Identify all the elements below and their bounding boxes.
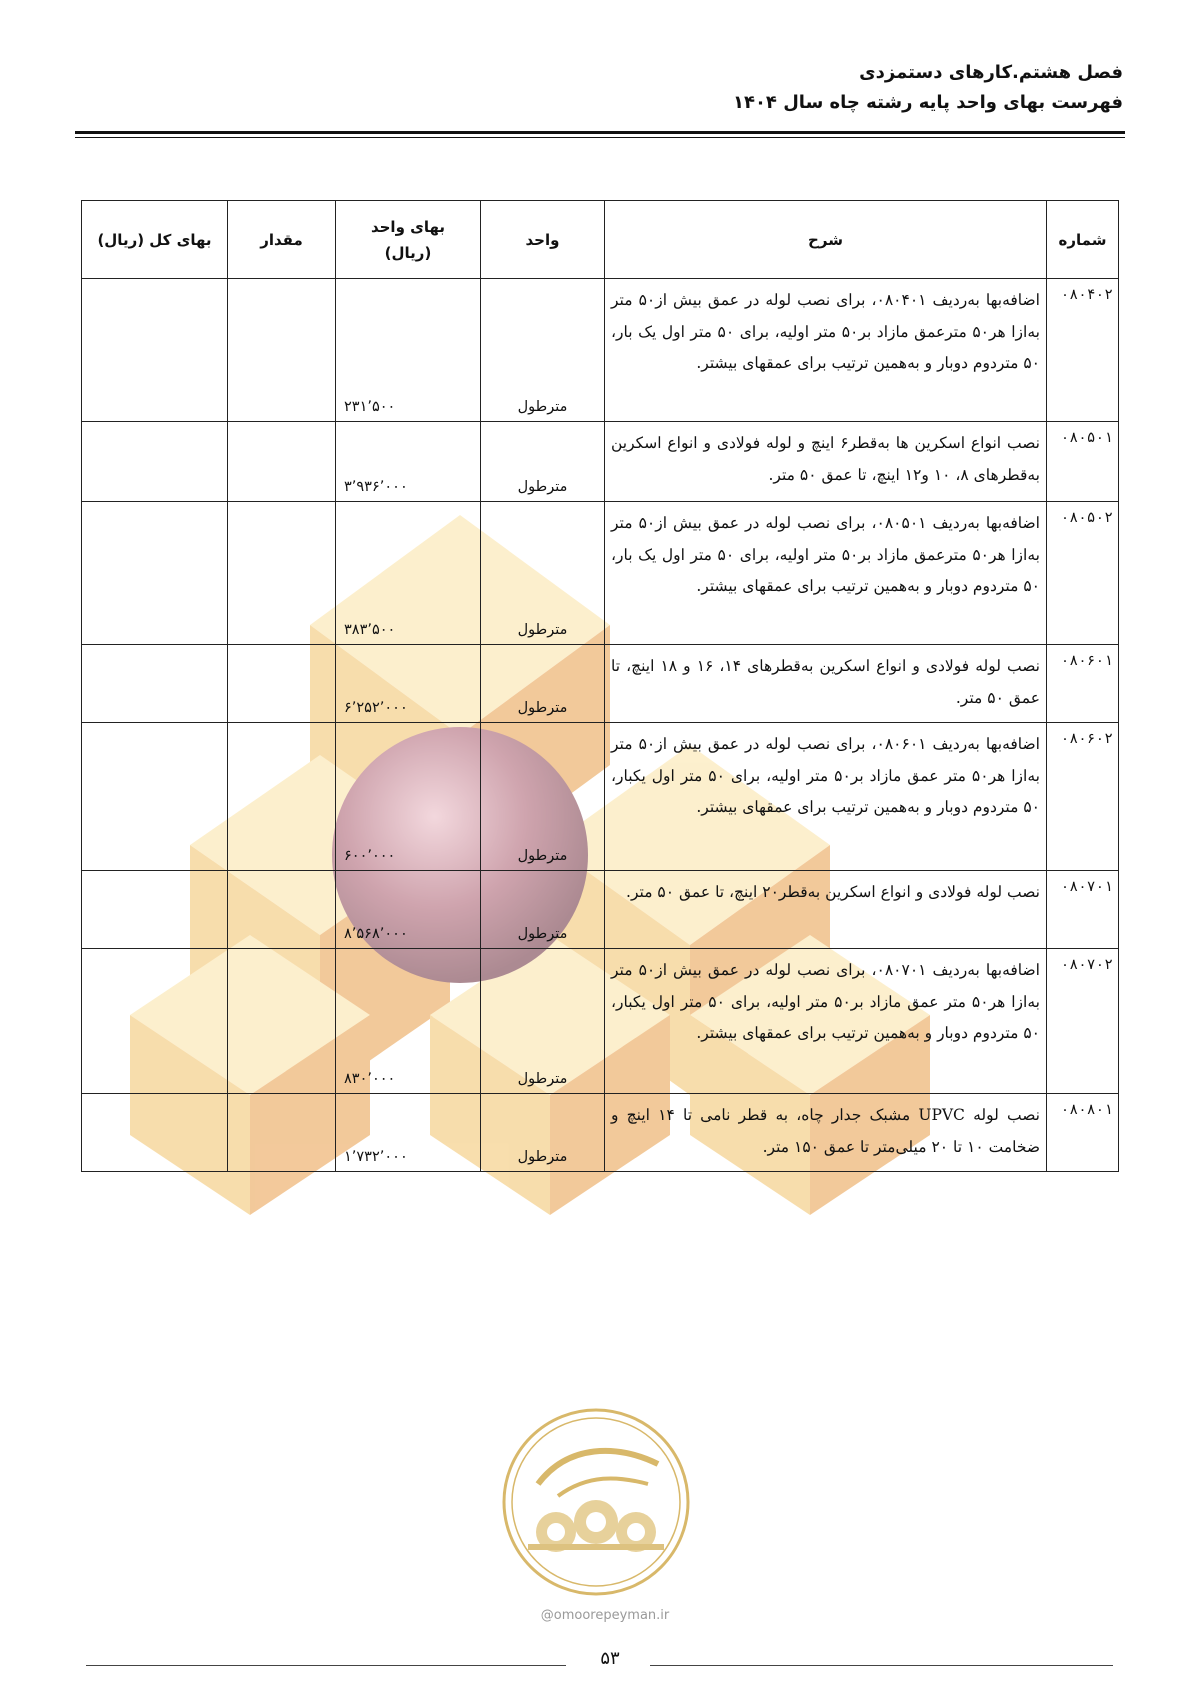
row-unit: مترطول [481, 279, 605, 422]
row-total [82, 871, 228, 949]
row-unit-price: ۶۰۰٬۰۰۰ [336, 723, 481, 871]
row-quantity [228, 645, 336, 723]
row-unit-price: ۲۳۱٬۵۰۰ [336, 279, 481, 422]
column-header-total-price: بهای کل (ریال) [82, 201, 228, 279]
row-quantity [228, 723, 336, 871]
row-description: نصب لوله UPVC مشبک جدار چاه، به قطر نامی تا ۱۴ اینچ و ضخامت ۱۰ تا ۲۰ میلی‌متر تا عمق ۱۵۰ متر. [605, 1094, 1047, 1172]
column-header-description: شرح [605, 201, 1047, 279]
table-row [82, 422, 1119, 502]
row-total [82, 422, 228, 502]
row-quantity [228, 422, 336, 502]
row-unit-price: ۳۸۳٬۵۰۰ [336, 502, 481, 645]
row-quantity [228, 871, 336, 949]
unit-price-label: بهای واحد [370, 217, 446, 236]
row-unit: مترطول [481, 422, 605, 502]
table-row [82, 279, 1119, 422]
header-rule-thin [75, 137, 1125, 138]
row-total [82, 723, 228, 871]
table-row [82, 502, 1119, 645]
table-header-row [82, 201, 1119, 279]
row-code: ۰۸۰۷۰۲ [1047, 949, 1119, 1094]
row-code: ۰۸۰۶۰۲ [1047, 723, 1119, 871]
row-unit-price: ۱٬۷۳۲٬۰۰۰ [336, 1094, 481, 1172]
row-description: نصب لوله فولادی و انواع اسکرین به‌قطر۲۰ اینچ، تا عمق ۵۰ متر. [605, 871, 1047, 949]
table-row [82, 645, 1119, 723]
row-description: اضافه‌بها به‌ردیف ۰۸۰۴۰۱، برای نصب لوله در عمق بیش از۵۰ متر به‌ازا هر۵۰ مترعمق مازاد بر۵۰ متر اولیه، برای ۵۰ متر اول یک بار، ۵۰ متردوم دوبار و به‌همین ترتیب برای عمقهای بیشتر. [605, 279, 1047, 422]
website-watermark: @omoorepeyman.ir [540, 1608, 670, 1623]
row-code: ۰۸۰۵۰۲ [1047, 502, 1119, 645]
row-unit: مترطول [481, 502, 605, 645]
row-unit-price: ۶٬۲۵۲٬۰۰۰ [336, 645, 481, 723]
row-unit-price: ۳٬۹۳۶٬۰۰۰ [336, 422, 481, 502]
header-rule-thick [75, 131, 1125, 134]
row-code: ۰۸۰۵۰۱ [1047, 422, 1119, 502]
table-row [82, 871, 1119, 949]
row-description: نصب انواع اسکرین ها به‌قطر۶ اینچ و لوله فولادی و انواع اسکرین به‌قطرهای ۸، ۱۰ و۱۲ اینچ، تا عمق ۵۰ متر. [605, 422, 1047, 502]
row-total [82, 279, 228, 422]
footer-rule-left [86, 1665, 566, 1666]
row-description: اضافه‌بها به‌ردیف ۰۸۰۷۰۱، برای نصب لوله در عمق بیش از۵۰ متر به‌ازا هر۵۰ متر عمق مازاد بر۵۰ متر اولیه، برای ۵۰ متر اول یکبار، ۵۰ متردوم دوبار و به‌همین ترتیب برای عمقهای بیشتر. [605, 949, 1047, 1094]
row-unit: مترطول [481, 949, 605, 1094]
row-code: ۰۸۰۸۰۱ [1047, 1094, 1119, 1172]
footer-rule-right [650, 1665, 1113, 1666]
page-header [733, 58, 1123, 118]
row-quantity [228, 949, 336, 1094]
row-total [82, 502, 228, 645]
row-unit: مترطول [481, 723, 605, 871]
row-code: ۰۸۰۶۰۱ [1047, 645, 1119, 723]
column-header-unit-price [336, 201, 481, 279]
row-description: اضافه‌بها به‌ردیف ۰۸۰۶۰۱، برای نصب لوله در عمق بیش از۵۰ متر به‌ازا هر۵۰ متر عمق مازاد بر۵۰ متر اولیه، برای ۵۰ متر اول یکبار، ۵۰ متردوم دوبار و به‌همین ترتیب برای عمقهای بیشتر. [605, 723, 1047, 871]
table-row [82, 1094, 1119, 1172]
row-total [82, 645, 228, 723]
row-code: ۰۸۰۷۰۱ [1047, 871, 1119, 949]
row-unit: مترطول [481, 645, 605, 723]
row-code: ۰۸۰۴۰۲ [1047, 279, 1119, 422]
row-total [82, 1094, 228, 1172]
row-quantity [228, 502, 336, 645]
row-description: اضافه‌بها به‌ردیف ۰۸۰۵۰۱، برای نصب لوله در عمق بیش از۵۰ متر به‌ازا هر۵۰ مترعمق مازاد بر۵۰ متر اولیه، برای ۵۰ متر اول یک بار، ۵۰ متردوم دوبار و به‌همین ترتیب برای عمقهای بیشتر. [605, 502, 1047, 645]
table-row [82, 723, 1119, 871]
row-unit-price: ۸۳۰٬۰۰۰ [336, 949, 481, 1094]
table-row [82, 949, 1119, 1094]
row-quantity [228, 279, 336, 422]
price-list-table [81, 200, 1119, 1172]
row-unit: مترطول [481, 871, 605, 949]
column-header-code: شماره [1047, 201, 1119, 279]
unit-price-currency: (ریال) [384, 243, 432, 262]
chapter-title: فصل هشتم.کارهای دستمزدی [859, 62, 1123, 83]
row-unit: مترطول [481, 1094, 605, 1172]
column-header-unit: واحد [481, 201, 605, 279]
document-subtitle: فهرست بهای واحد پایه رشته چاه سال ۱۴۰۴ [732, 92, 1123, 113]
page-number: ۵۳ [600, 1648, 620, 1669]
row-unit-price: ۸٬۵۶۸٬۰۰۰ [336, 871, 481, 949]
row-total [82, 949, 228, 1094]
row-quantity [228, 1094, 336, 1172]
column-header-quantity: مقدار [228, 201, 336, 279]
omoorepeyman-logo [498, 1404, 694, 1600]
row-description: نصب لوله فولادی و انواع اسکرین به‌قطرهای ۱۴، ۱۶ و ۱۸ اینچ، تا عمق ۵۰ متر. [605, 645, 1047, 723]
